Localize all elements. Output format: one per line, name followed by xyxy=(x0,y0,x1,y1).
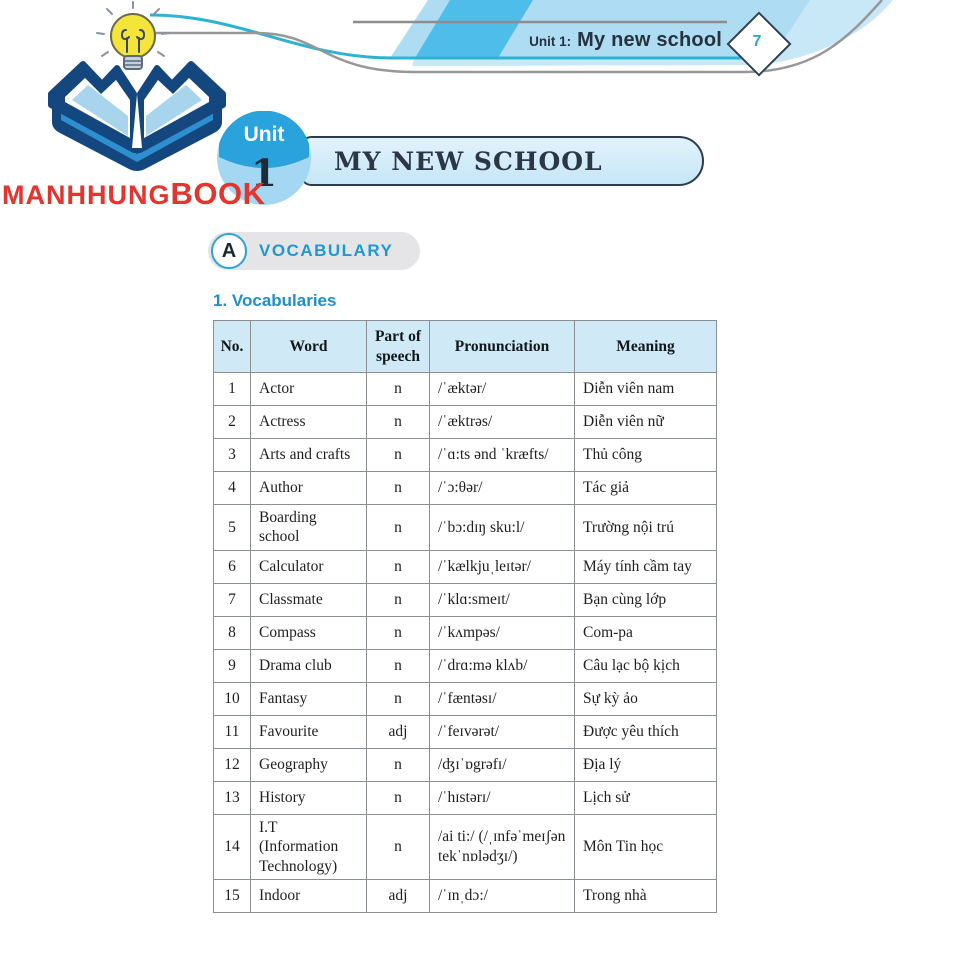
table-cell: Classmate xyxy=(251,583,367,616)
table-cell: /ˈfæntəsɪ/ xyxy=(430,682,575,715)
table-cell: 9 xyxy=(214,649,251,682)
table-cell: /ˈɪnˌdɔ:/ xyxy=(430,879,575,912)
table-cell: Tác giả xyxy=(575,472,717,505)
page-number-diamond xyxy=(727,12,787,72)
table-row xyxy=(214,373,717,406)
table-cell: Actor xyxy=(251,373,367,406)
table-cell: Indoor xyxy=(251,879,367,912)
table-cell: n xyxy=(367,814,430,879)
table-cell: Thủ công xyxy=(575,439,717,472)
table-cell: Diễn viên nam xyxy=(575,373,717,406)
page-number: 7 xyxy=(752,33,762,50)
table-cell: 2 xyxy=(214,406,251,439)
table-cell: Author xyxy=(251,472,367,505)
column-header: Pronunciation xyxy=(430,321,575,373)
table-cell: 15 xyxy=(214,879,251,912)
table-cell: 5 xyxy=(214,505,251,551)
table-cell: Compass xyxy=(251,616,367,649)
section-label: VOCABULARY xyxy=(259,241,394,260)
table-cell: n xyxy=(367,472,430,505)
table-cell: 10 xyxy=(214,682,251,715)
table-cell: Địa lý xyxy=(575,748,717,781)
table-cell: /ˈkælkjuˌleɪtər/ xyxy=(430,550,575,583)
table-cell: Actress xyxy=(251,406,367,439)
table-row xyxy=(214,682,717,715)
vocabulary-table-body xyxy=(214,373,717,913)
table-cell: n xyxy=(367,682,430,715)
unit-title-bar xyxy=(300,136,704,186)
table-cell: Drama club xyxy=(251,649,367,682)
table-cell: /ˈɔ:θər/ xyxy=(430,472,575,505)
table-cell: 12 xyxy=(214,748,251,781)
table-cell: n xyxy=(367,505,430,551)
table-cell: n xyxy=(367,373,430,406)
table-cell: Arts and crafts xyxy=(251,439,367,472)
table-cell: Lịch sử xyxy=(575,781,717,814)
table-row xyxy=(214,616,717,649)
table-row xyxy=(214,879,717,912)
table-cell: 6 xyxy=(214,550,251,583)
table-cell: Câu lạc bộ kịch xyxy=(575,649,717,682)
brand-first: MANHHUNG xyxy=(2,180,171,210)
table-row xyxy=(214,781,717,814)
table-cell: 8 xyxy=(214,616,251,649)
brand-second: BOOK xyxy=(170,176,266,211)
table-cell: /ˈæktər/ xyxy=(430,373,575,406)
table-cell: Favourite xyxy=(251,715,367,748)
table-row xyxy=(214,406,717,439)
section-letter-badge: A xyxy=(211,233,247,269)
table-cell: /ˈæktrəs/ xyxy=(430,406,575,439)
vocabulary-table xyxy=(213,320,717,913)
table-cell: n xyxy=(367,406,430,439)
table-cell: 11 xyxy=(214,715,251,748)
table-cell: /ai ti:/ (/ˌɪnfəˈmeɪʃən tekˈnɒlədʒɪ/) xyxy=(430,814,575,879)
table-cell: /ˈdrɑ:mə klʌb/ xyxy=(430,649,575,682)
header-unit-title: My new school xyxy=(577,29,722,51)
header-unit-text xyxy=(529,29,722,52)
vocabulary-table-head xyxy=(214,321,717,373)
unit-badge-number: 1 xyxy=(251,151,277,195)
brand-watermark xyxy=(2,176,265,212)
column-header: Word xyxy=(251,321,367,373)
table-cell: Máy tính cầm tay xyxy=(575,550,717,583)
unit-badge-word: Unit xyxy=(243,123,285,146)
table-cell: /ˈhɪstərɪ/ xyxy=(430,781,575,814)
table-cell: Sự kỳ ảo xyxy=(575,682,717,715)
table-row xyxy=(214,583,717,616)
table-cell: adj xyxy=(367,879,430,912)
table-cell: /ˈkʌmpəs/ xyxy=(430,616,575,649)
table-cell: Fantasy xyxy=(251,682,367,715)
table-row xyxy=(214,472,717,505)
table-cell: Boarding school xyxy=(251,505,367,551)
table-cell: /ˈɑ:ts ənd ˈkræfts/ xyxy=(430,439,575,472)
table-cell: n xyxy=(367,616,430,649)
table-row xyxy=(214,748,717,781)
table-cell: n xyxy=(367,649,430,682)
unit-title-text: MY NEW SCHOOL xyxy=(334,146,603,176)
table-cell: /ʤɪˈɒgrəfɪ/ xyxy=(430,748,575,781)
table-cell: n xyxy=(367,748,430,781)
table-cell: Diễn viên nữ xyxy=(575,406,717,439)
table-cell: History xyxy=(251,781,367,814)
table-cell: Com-pa xyxy=(575,616,717,649)
table-cell: n xyxy=(367,439,430,472)
table-cell: /ˈbɔ:dɪŋ sku:l/ xyxy=(430,505,575,551)
vocabulary-section-pill xyxy=(208,232,420,270)
table-row xyxy=(214,505,717,551)
table-cell: Calculator xyxy=(251,550,367,583)
table-cell: I.T (Information Technology) xyxy=(251,814,367,879)
table-cell: /ˈfeɪvərət/ xyxy=(430,715,575,748)
table-row xyxy=(214,814,717,879)
column-header: Part of speech xyxy=(367,321,430,373)
table-cell: Môn Tin học xyxy=(575,814,717,879)
table-cell: 7 xyxy=(214,583,251,616)
subsection-heading: 1. Vocabularies xyxy=(213,291,337,310)
book-logo xyxy=(36,50,238,184)
table-cell: n xyxy=(367,550,430,583)
table-cell: Trường nội trú xyxy=(575,505,717,551)
table-cell: n xyxy=(367,781,430,814)
column-header: No. xyxy=(214,321,251,373)
table-row xyxy=(214,715,717,748)
table-row xyxy=(214,649,717,682)
table-cell: Bạn cùng lớp xyxy=(575,583,717,616)
table-cell: adj xyxy=(367,715,430,748)
table-cell: 1 xyxy=(214,373,251,406)
table-cell: Được yêu thích xyxy=(575,715,717,748)
header-unit-label: Unit 1: xyxy=(529,34,572,49)
table-cell: 13 xyxy=(214,781,251,814)
table-cell: /ˈklɑ:smeɪt/ xyxy=(430,583,575,616)
table-row xyxy=(214,439,717,472)
column-header: Meaning xyxy=(575,321,717,373)
table-cell: Geography xyxy=(251,748,367,781)
table-row xyxy=(214,550,717,583)
table-cell: 3 xyxy=(214,439,251,472)
table-cell: 14 xyxy=(214,814,251,879)
table-cell: 4 xyxy=(214,472,251,505)
table-cell: Trong nhà xyxy=(575,879,717,912)
table-cell: n xyxy=(367,583,430,616)
table-header-row xyxy=(214,321,717,373)
